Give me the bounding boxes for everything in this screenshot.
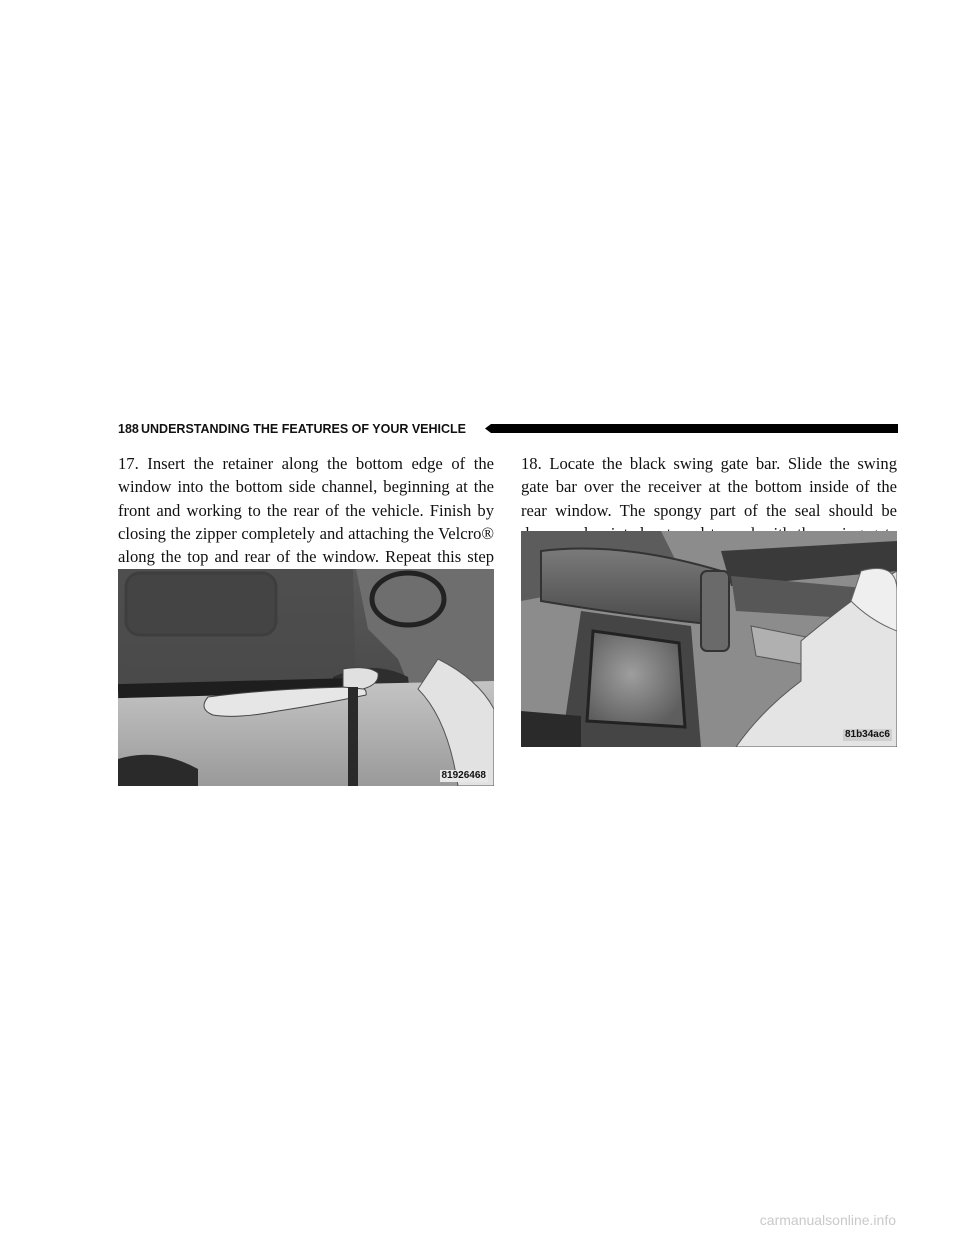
figure-code: 81926468 <box>441 770 486 781</box>
figure-code: 81b34ac6 <box>844 729 890 740</box>
step-17-text: 17. Insert the retainer along the bottom edge of the window into the bottom side channel, beginning at the front and working to the rear of the vehicle. Finish by closing the zipper completely and attaching the Velcro® along the top and rear of the window. Repeat this step <box>118 454 494 567</box>
page-number: 188 <box>118 422 139 436</box>
step-17-illustration <box>118 569 494 786</box>
watermark: carmanualsonline.info <box>759 1212 896 1228</box>
header-rule <box>485 424 898 433</box>
step-18-text: 18. Locate the black swing gate bar. Slide the swing gate bar over the receiver at the bottom inside of the rear window. The spongy part of the seal should be <box>521 454 897 520</box>
page-header <box>118 421 898 437</box>
window-retainer-photo <box>118 569 494 786</box>
swing-gate-bar-photo <box>521 531 897 747</box>
step-18-illustration <box>521 531 897 747</box>
section-title: UNDERSTANDING THE FEATURES OF YOUR VEHICLE <box>141 422 467 436</box>
